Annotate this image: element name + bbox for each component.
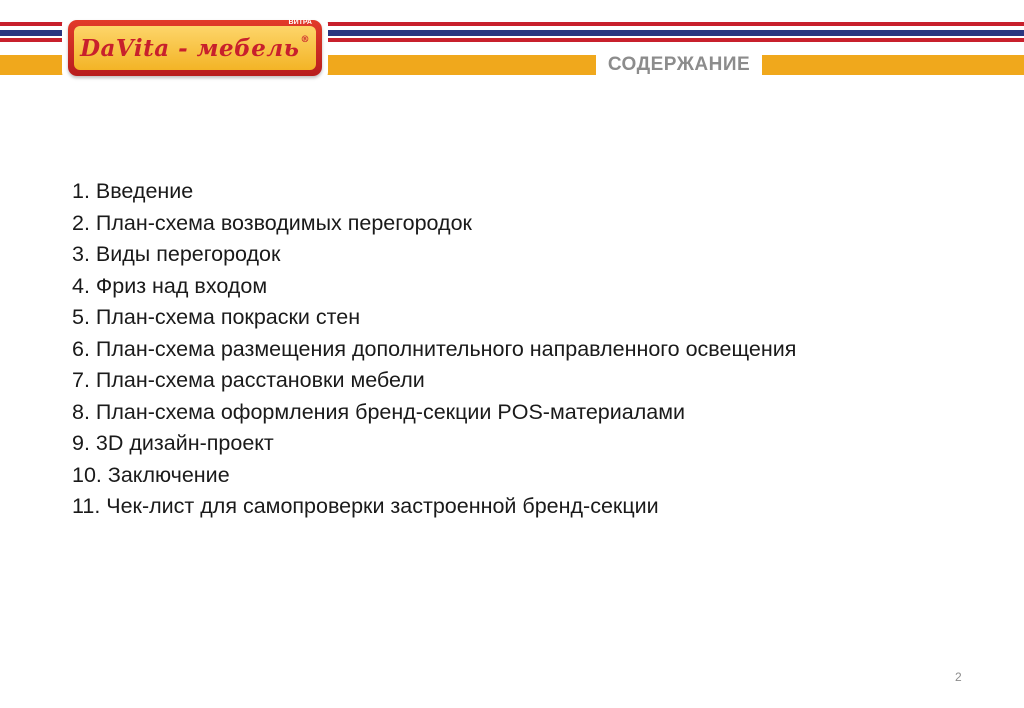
logo-plate <box>74 26 316 70</box>
toc-item: 2. План-схема возводимых перегородок <box>72 210 472 235</box>
toc-item: 7. План-схема расстановки мебели <box>72 368 425 392</box>
toc-item: 4. Фриз над входом <box>72 273 268 298</box>
logo-text <box>80 35 310 62</box>
toc-item: 1. Введение <box>72 179 194 203</box>
section-title-box <box>596 52 762 78</box>
toc-item: 11. Чек-лист для самопроверки застроенной бренд-секции <box>72 494 659 518</box>
logo-name: DaVita - мебель <box>80 34 300 62</box>
page-number: 2 <box>955 670 962 684</box>
section-title: СОДЕРЖАНИЕ <box>607 54 751 75</box>
toc-item: 10. Заключение <box>72 462 230 487</box>
table-of-contents <box>72 176 796 523</box>
toc-item: 9. 3D дизайн-проект <box>72 431 274 455</box>
brand-logo <box>68 20 322 76</box>
logo-registered-mark: ® <box>300 34 310 45</box>
toc-item: 5. План-схема покраски стен <box>72 305 361 329</box>
logo-tagline: ВИТРА <box>288 19 312 26</box>
toc-item: 6. План-схема размещения дополнительного направленного освещения <box>72 336 797 361</box>
toc-item: 3. Виды перегородок <box>72 242 281 266</box>
toc-item: 8. План-схема оформления бренд-секции POS-материалами <box>72 399 686 424</box>
